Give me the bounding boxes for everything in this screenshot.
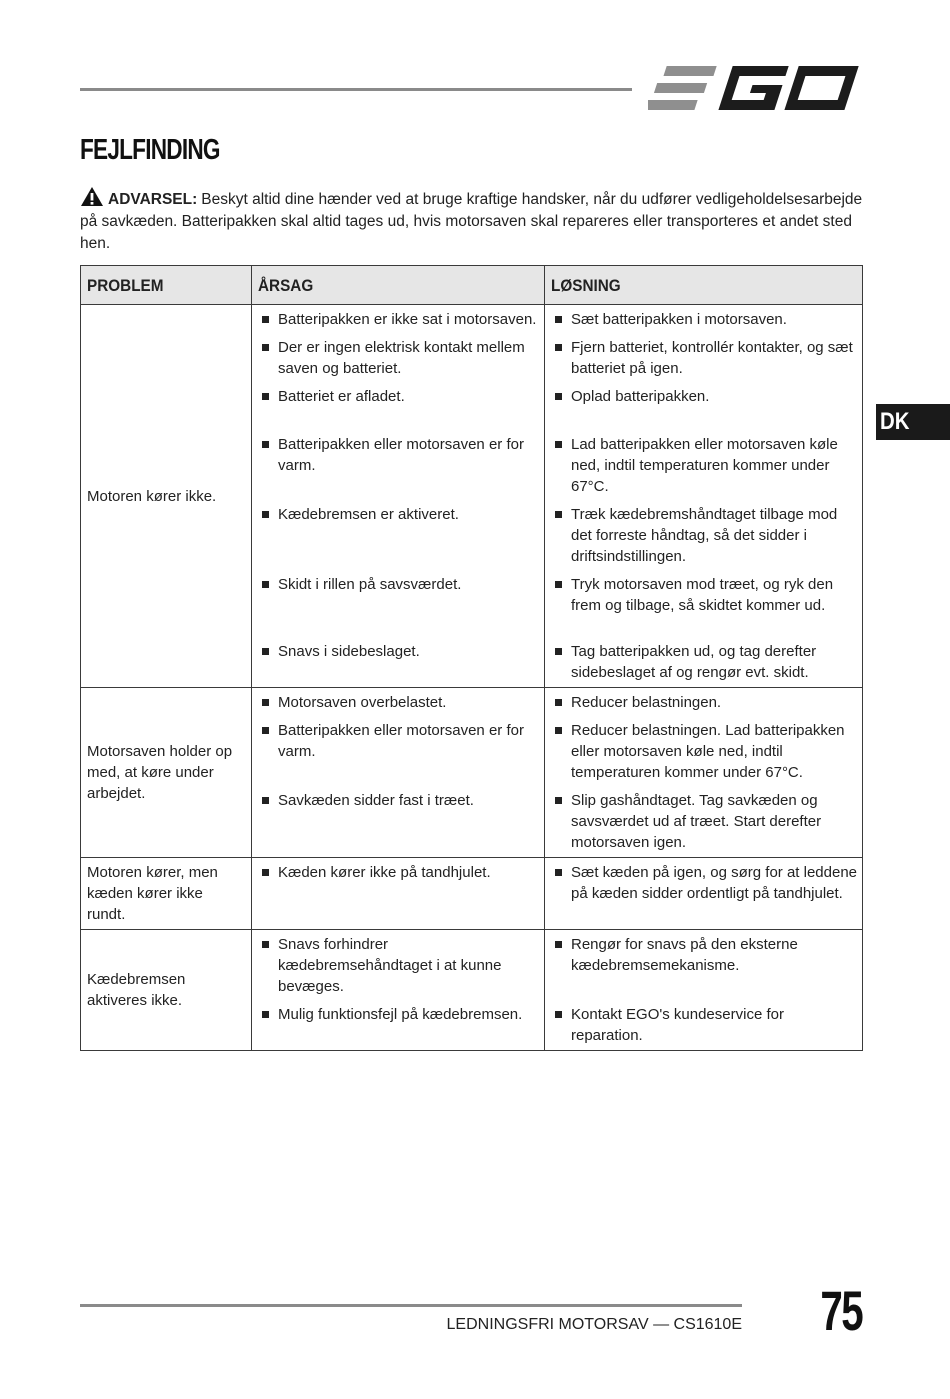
solution-item	[555, 862, 858, 904]
cause-text: Snavs forhindrer kædebremsehåndtaget i at kunne bevæges.	[278, 936, 502, 995]
table-row	[81, 858, 863, 930]
cause-text: Batteripakken eller motorsaven er for varm.	[278, 436, 524, 474]
bullet-icon	[262, 511, 269, 518]
footer-rule	[80, 1304, 742, 1307]
cause-item	[262, 692, 540, 713]
bullet-icon	[262, 797, 269, 804]
cause-text: Der er ingen elektrisk kontakt mellem saven og batteriet.	[278, 339, 525, 377]
solution-item	[555, 309, 858, 330]
cause-item	[262, 641, 540, 683]
cause-item	[262, 337, 540, 379]
bullet-icon	[555, 699, 562, 706]
cause-cell	[252, 930, 545, 1051]
solution-item	[555, 641, 858, 683]
cause-text: Motorsaven overbelastet.	[278, 694, 447, 711]
bullet-icon	[555, 511, 562, 518]
problem-cell: Motorsaven holder op med, at køre under arbejdet.	[81, 688, 252, 858]
problem-cell: Kædebremsen aktiveres ikke.	[81, 930, 252, 1051]
cause-cell	[252, 688, 545, 858]
solution-text: Sæt batteripakken i motorsaven.	[571, 311, 787, 328]
cause-item	[262, 862, 540, 904]
solution-text: Slip gashåndtaget. Tag savkæden og savsværdet ud af træet. Start derefter motorsaven igen.	[571, 792, 822, 851]
bullet-icon	[262, 869, 269, 876]
bullet-icon	[262, 941, 269, 948]
problem-cell: Motoren kører, men kæden kører ikke rundt.	[81, 858, 252, 930]
cause-cell	[252, 305, 545, 688]
warning-text: Beskyt altid dine hænder ved at bruge kraftige handsker, når du udfører vedligeholdelsesarbejde på savkæden. Batteripakken skal altid tages ud, hvis motorsaven skal repareres eller transporteres et andet sted hen.	[80, 191, 863, 252]
bullet-icon	[555, 869, 562, 876]
cause-text: Mulig funktionsfejl på kædebremsen.	[278, 1006, 523, 1023]
cause-item	[262, 434, 540, 497]
solution-text: Lad batteripakken eller motorsaven køle ned, indtil temperaturen kommer under 67°C.	[571, 436, 838, 495]
solution-text: Fjern batteriet, kontrollér kontakter, og sæt batteriet på igen.	[571, 339, 853, 377]
solution-item	[555, 386, 858, 407]
solution-item	[555, 692, 858, 713]
solution-item	[555, 434, 858, 497]
bullet-icon	[262, 581, 269, 588]
bullet-icon	[262, 441, 269, 448]
warning-notice	[80, 186, 870, 255]
header-solution: LØSNING	[545, 266, 863, 305]
solution-text: Reducer belastningen.	[571, 694, 722, 711]
cause-item	[262, 386, 540, 407]
cause-cell	[252, 858, 545, 930]
bullet-icon	[262, 648, 269, 655]
solution-text: Sæt kæden på igen, og sørg for at leddene på kæden sidder ordentligt på tandhjulet.	[571, 864, 858, 902]
warning-triangle-icon	[80, 186, 104, 207]
troubleshooting-table	[80, 265, 863, 1051]
cause-item	[262, 574, 540, 616]
solution-text: Reducer belastningen. Lad batteripakken eller motorsaven køle ned, indtil temperaturen kommer under 67°C.	[571, 722, 845, 781]
solution-text: Træk kædebremshåndtaget tilbage mod det forreste håndtag, så det sidder i driftsindstillingen.	[571, 506, 838, 565]
bullet-icon	[555, 581, 562, 588]
bullet-icon	[262, 699, 269, 706]
bullet-icon	[262, 393, 269, 400]
cause-text: Skidt i rillen på savsværdet.	[278, 576, 462, 593]
cause-text: Kæden kører ikke på tandhjulet.	[278, 864, 491, 881]
cause-item	[262, 790, 540, 853]
table-header-row	[81, 266, 863, 305]
header-rule	[80, 88, 632, 91]
bullet-icon	[555, 941, 562, 948]
cause-item	[262, 1004, 540, 1046]
solution-text: Tryk motorsaven mod træet, og ryk den frem og tilbage, så skidtet kommer ud.	[571, 576, 834, 614]
table-row	[81, 688, 863, 858]
solution-cell	[545, 688, 863, 858]
solution-item	[555, 504, 858, 567]
cause-item	[262, 720, 540, 783]
bullet-icon	[262, 316, 269, 323]
bullet-icon	[555, 316, 562, 323]
bullet-icon	[262, 1011, 269, 1018]
cause-text: Batteripakken eller motorsaven er for varm.	[278, 722, 524, 760]
footer-product-name: LEDNINGSFRI MOTORSAV — CS1610E	[446, 1316, 742, 1333]
header-problem: PROBLEM	[81, 266, 252, 305]
problem-cell: Motoren kører ikke.	[81, 305, 252, 688]
solution-item	[555, 720, 858, 783]
ego-logo	[648, 62, 862, 114]
cause-item	[262, 309, 540, 330]
cause-text: Savkæden sidder fast i træet.	[278, 792, 474, 809]
cause-item	[262, 934, 540, 997]
table-row	[81, 305, 863, 688]
solution-item	[555, 574, 858, 616]
bullet-icon	[555, 648, 562, 655]
solution-item	[555, 1004, 858, 1046]
cause-item	[262, 504, 540, 567]
cause-text: Kædebremsen er aktiveret.	[278, 506, 459, 523]
solution-cell	[545, 858, 863, 930]
page-title: FEJLFINDING	[80, 134, 220, 166]
solution-item	[555, 337, 858, 379]
solution-item	[555, 790, 858, 853]
table-row	[81, 930, 863, 1051]
solution-text: Tag batteripakken ud, og tag derefter sidebeslaget af og rengør evt. skidt.	[571, 643, 817, 681]
bullet-icon	[555, 344, 562, 351]
solution-cell	[545, 305, 863, 688]
bullet-icon	[555, 1011, 562, 1018]
page-number: 75	[820, 1279, 862, 1342]
solution-text: Rengør for snavs på den eksterne kædebremsemekanisme.	[571, 936, 798, 974]
cause-text: Snavs i sidebeslaget.	[278, 643, 420, 660]
solution-item	[555, 934, 858, 997]
language-tab: DK	[876, 404, 950, 440]
solution-text: Oplad batteripakken.	[571, 388, 710, 405]
solution-text: Kontakt EGO's kundeservice for reparation.	[571, 1006, 784, 1044]
cause-text: Batteriet er afladet.	[278, 388, 405, 405]
bullet-icon	[555, 727, 562, 734]
bullet-icon	[262, 344, 269, 351]
header-cause: ÅRSAG	[252, 266, 545, 305]
bullet-icon	[555, 797, 562, 804]
bullet-icon	[262, 727, 269, 734]
bullet-icon	[555, 393, 562, 400]
bullet-icon	[555, 441, 562, 448]
warning-label: ADVARSEL:	[108, 191, 198, 208]
solution-cell	[545, 930, 863, 1051]
cause-text: Batteripakken er ikke sat i motorsaven.	[278, 311, 537, 328]
